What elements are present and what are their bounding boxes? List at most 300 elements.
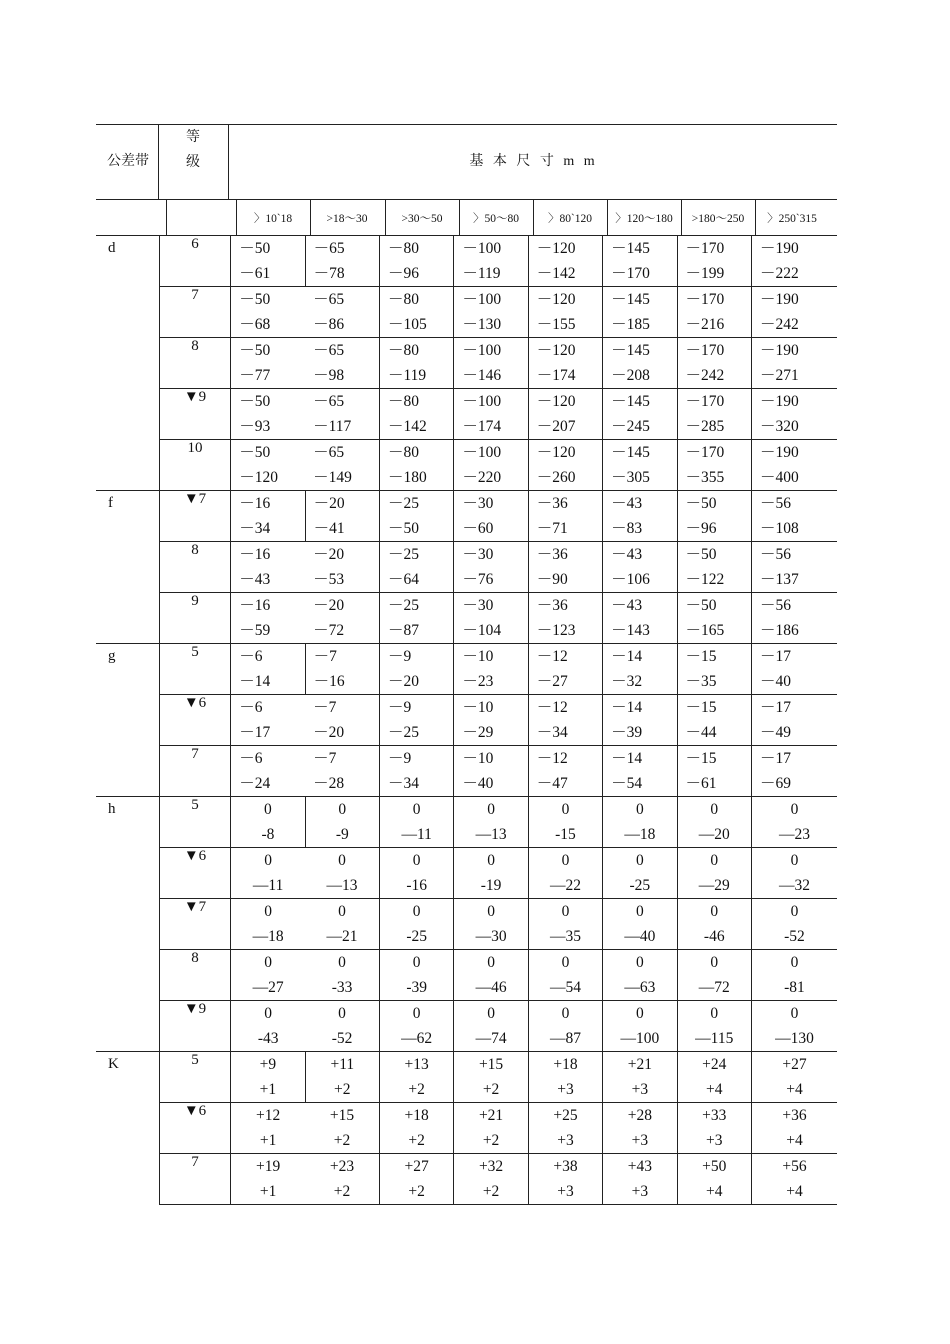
value-cell bbox=[677, 236, 751, 287]
value-cell bbox=[379, 950, 453, 1001]
lower-deviation: －61 bbox=[239, 265, 271, 282]
upper-deviation: －17 bbox=[759, 699, 791, 716]
value-cell bbox=[231, 1001, 305, 1052]
value-cell bbox=[751, 1052, 837, 1103]
value-cell bbox=[751, 797, 837, 848]
lower-deviation: －119 bbox=[462, 265, 501, 282]
lower-deviation: －285 bbox=[685, 418, 725, 435]
lower-deviation: －14 bbox=[239, 673, 271, 690]
upper-deviation: 0 bbox=[635, 1005, 644, 1022]
upper-deviation: 0 bbox=[264, 852, 273, 869]
lower-deviation: －50 bbox=[387, 520, 419, 537]
value-cell bbox=[379, 695, 453, 746]
lower-deviation: －108 bbox=[759, 520, 799, 537]
lower-deviation: －40 bbox=[759, 673, 791, 690]
lower-deviation: —11 bbox=[252, 877, 284, 894]
value-cell bbox=[603, 338, 677, 389]
band-label: g bbox=[108, 648, 116, 664]
value-cell bbox=[677, 287, 751, 338]
range-label-5: 〉120～180 bbox=[615, 213, 673, 225]
value-cell bbox=[231, 440, 305, 491]
value-cell bbox=[677, 389, 751, 440]
upper-deviation: +15 bbox=[478, 1056, 504, 1073]
upper-deviation: 0 bbox=[790, 954, 799, 971]
upper-deviation: －10 bbox=[462, 750, 494, 767]
value-cell bbox=[751, 644, 837, 695]
value-cell bbox=[528, 389, 602, 440]
upper-deviation: 0 bbox=[710, 903, 719, 920]
range-divider-1 bbox=[236, 199, 237, 236]
value-cell bbox=[751, 848, 837, 899]
value-cell bbox=[603, 1052, 677, 1103]
grade-cell: 7 bbox=[159, 746, 230, 797]
lower-deviation: -43 bbox=[257, 1030, 279, 1047]
value-cell bbox=[677, 1154, 751, 1205]
upper-deviation: －170 bbox=[685, 393, 725, 410]
value-cell bbox=[528, 440, 602, 491]
upper-deviation: －100 bbox=[462, 240, 502, 257]
value-cell bbox=[751, 440, 837, 491]
header-band-label: 公差带 bbox=[107, 154, 149, 169]
lower-deviation: －54 bbox=[611, 775, 643, 792]
lower-deviation: —13 bbox=[475, 826, 507, 843]
lower-deviation: +1 bbox=[259, 1183, 277, 1200]
tolerance-table-body bbox=[96, 235, 837, 1205]
value-cell bbox=[603, 389, 677, 440]
value-cell bbox=[231, 1103, 305, 1154]
lower-deviation: －40 bbox=[462, 775, 494, 792]
value-cell bbox=[231, 593, 305, 644]
value-cell bbox=[305, 1001, 379, 1052]
upper-deviation: －14 bbox=[611, 750, 643, 767]
value-cell bbox=[528, 1154, 602, 1205]
upper-deviation: 0 bbox=[487, 1005, 495, 1022]
lower-deviation: －72 bbox=[313, 622, 345, 639]
band-label: K bbox=[108, 1056, 119, 1072]
grade-cell: 7 bbox=[159, 1154, 230, 1205]
lower-deviation: －120 bbox=[239, 469, 278, 486]
value-cell bbox=[379, 1103, 453, 1154]
upper-deviation: －65 bbox=[313, 342, 345, 359]
value-cell bbox=[677, 1052, 751, 1103]
band-label: f bbox=[108, 495, 113, 511]
lower-deviation: —100 bbox=[620, 1030, 660, 1047]
lower-deviation: －245 bbox=[611, 418, 650, 435]
upper-deviation: 0 bbox=[790, 903, 799, 920]
lower-deviation: －96 bbox=[387, 265, 419, 282]
upper-deviation: －170 bbox=[685, 240, 725, 257]
table-row bbox=[96, 542, 837, 593]
upper-deviation: －25 bbox=[387, 546, 419, 563]
value-cell bbox=[528, 695, 602, 746]
upper-deviation: +24 bbox=[702, 1056, 727, 1073]
value-cell bbox=[379, 899, 453, 950]
grade-cell: 5 bbox=[159, 797, 230, 848]
lower-deviation: －122 bbox=[685, 571, 725, 588]
grade-cell: 9 bbox=[159, 593, 230, 644]
upper-deviation: 0 bbox=[412, 903, 421, 920]
lower-deviation: —87 bbox=[549, 1030, 581, 1047]
value-cell bbox=[305, 1154, 379, 1205]
upper-deviation: +18 bbox=[553, 1056, 578, 1073]
lower-deviation: —27 bbox=[252, 979, 284, 996]
upper-deviation: +27 bbox=[404, 1158, 429, 1175]
upper-deviation: －12 bbox=[536, 750, 568, 767]
lower-deviation: －76 bbox=[462, 571, 494, 588]
value-cell bbox=[305, 236, 379, 287]
lower-deviation: －49 bbox=[759, 724, 791, 741]
upper-deviation: 0 bbox=[487, 954, 495, 971]
upper-deviation: －43 bbox=[611, 597, 643, 614]
upper-deviation: +12 bbox=[256, 1107, 281, 1124]
lower-deviation: -16 bbox=[406, 877, 428, 894]
upper-deviation: －15 bbox=[685, 750, 717, 767]
grade-cell: ▼7 bbox=[159, 899, 230, 950]
lower-deviation: －185 bbox=[611, 316, 650, 333]
upper-deviation: －120 bbox=[536, 342, 576, 359]
upper-deviation: +36 bbox=[782, 1107, 807, 1124]
upper-deviation: －100 bbox=[462, 291, 502, 308]
lower-deviation: －117 bbox=[313, 418, 352, 435]
value-cell bbox=[677, 542, 751, 593]
lower-deviation: －137 bbox=[759, 571, 799, 588]
table-row bbox=[96, 1103, 837, 1154]
upper-deviation: －36 bbox=[536, 597, 568, 614]
value-cell bbox=[603, 899, 677, 950]
lower-deviation: －25 bbox=[387, 724, 419, 741]
lower-deviation: +2 bbox=[408, 1183, 425, 1200]
table-row bbox=[96, 1001, 837, 1052]
upper-deviation: 0 bbox=[264, 903, 273, 920]
upper-deviation: －120 bbox=[536, 240, 576, 257]
value-cell bbox=[528, 338, 602, 389]
lower-deviation: +2 bbox=[408, 1081, 425, 1098]
range-divider-8 bbox=[755, 199, 756, 236]
lower-deviation: －142 bbox=[387, 418, 427, 435]
lower-deviation: +2 bbox=[408, 1132, 425, 1149]
lower-deviation: －271 bbox=[759, 367, 799, 384]
lower-deviation: —13 bbox=[326, 877, 358, 894]
lower-deviation: －20 bbox=[387, 673, 419, 690]
lower-deviation: -15 bbox=[555, 826, 576, 843]
upper-deviation: +18 bbox=[404, 1107, 429, 1124]
value-cell bbox=[379, 236, 453, 287]
tolerance-table bbox=[96, 235, 837, 1205]
value-cell bbox=[751, 1154, 837, 1205]
lower-deviation: －174 bbox=[536, 367, 576, 384]
lower-deviation: －93 bbox=[239, 418, 271, 435]
range-divider-2 bbox=[310, 199, 311, 236]
upper-deviation: +56 bbox=[782, 1158, 807, 1175]
value-cell bbox=[603, 644, 677, 695]
value-cell bbox=[603, 797, 677, 848]
value-cell bbox=[379, 1052, 453, 1103]
value-cell bbox=[677, 644, 751, 695]
band-cell bbox=[96, 1052, 159, 1205]
value-cell bbox=[677, 1001, 751, 1052]
upper-deviation: －17 bbox=[759, 648, 791, 665]
value-cell bbox=[305, 389, 379, 440]
grade-cell: ▼9 bbox=[159, 1001, 230, 1052]
value-cell bbox=[231, 644, 305, 695]
value-cell bbox=[751, 1103, 837, 1154]
lower-deviation: －64 bbox=[387, 571, 419, 588]
upper-deviation: －30 bbox=[462, 546, 494, 563]
value-cell bbox=[305, 1103, 379, 1154]
lower-deviation: －47 bbox=[536, 775, 568, 792]
upper-deviation: 0 bbox=[710, 801, 719, 818]
lower-deviation: -46 bbox=[703, 928, 725, 945]
value-cell bbox=[454, 644, 528, 695]
upper-deviation: －170 bbox=[685, 342, 725, 359]
value-cell bbox=[454, 899, 528, 950]
upper-deviation: 0 bbox=[635, 801, 644, 818]
grade-cell: 10 bbox=[159, 440, 230, 491]
lower-deviation: -19 bbox=[480, 877, 502, 894]
value-cell bbox=[677, 695, 751, 746]
header-top-rule bbox=[96, 124, 837, 125]
table-row bbox=[96, 899, 837, 950]
upper-deviation: －80 bbox=[387, 342, 419, 359]
value-cell bbox=[454, 236, 528, 287]
lower-deviation: －78 bbox=[313, 265, 345, 282]
lower-deviation: —20 bbox=[698, 826, 730, 843]
lower-deviation: —63 bbox=[624, 979, 656, 996]
lower-deviation: —22 bbox=[549, 877, 581, 894]
upper-deviation: +27 bbox=[782, 1056, 807, 1073]
lower-deviation: －142 bbox=[536, 265, 576, 282]
value-cell bbox=[305, 593, 379, 644]
upper-deviation: －20 bbox=[313, 546, 345, 563]
lower-deviation: －98 bbox=[313, 367, 345, 384]
upper-deviation: －25 bbox=[387, 495, 419, 512]
value-cell bbox=[528, 950, 602, 1001]
value-cell bbox=[379, 338, 453, 389]
upper-deviation: －120 bbox=[536, 444, 576, 461]
grade-cell: 5 bbox=[159, 1052, 230, 1103]
value-cell bbox=[751, 338, 837, 389]
upper-deviation: +21 bbox=[478, 1107, 504, 1124]
upper-deviation: 0 bbox=[338, 852, 346, 869]
upper-deviation: －190 bbox=[759, 393, 799, 410]
range-divider-6 bbox=[607, 199, 608, 236]
lower-deviation: -52 bbox=[331, 1030, 353, 1047]
lower-deviation: －61 bbox=[685, 775, 717, 792]
upper-deviation: +11 bbox=[330, 1056, 355, 1073]
value-cell bbox=[454, 1001, 528, 1052]
upper-deviation: －190 bbox=[759, 444, 799, 461]
lower-deviation: －44 bbox=[685, 724, 717, 741]
upper-deviation: －16 bbox=[239, 597, 271, 614]
value-cell bbox=[528, 542, 602, 593]
upper-deviation: －190 bbox=[759, 291, 799, 308]
value-cell bbox=[231, 1052, 305, 1103]
value-cell bbox=[379, 1154, 453, 1205]
header-size-label: 基 本 尺 寸 m m bbox=[469, 154, 595, 169]
upper-deviation: +33 bbox=[702, 1107, 727, 1124]
table-row bbox=[96, 644, 837, 695]
value-cell bbox=[603, 1154, 677, 1205]
value-cell bbox=[603, 950, 677, 1001]
upper-deviation: －15 bbox=[685, 648, 717, 665]
value-cell bbox=[454, 695, 528, 746]
upper-deviation: －9 bbox=[387, 648, 412, 665]
value-cell bbox=[454, 287, 528, 338]
header-grade-label-top: 等 bbox=[186, 130, 200, 145]
grade-cell: ▼6 bbox=[159, 848, 230, 899]
upper-deviation: －190 bbox=[759, 342, 799, 359]
value-cell bbox=[305, 899, 379, 950]
lower-deviation: +3 bbox=[705, 1132, 723, 1149]
range-label-2: >30～50 bbox=[401, 213, 443, 225]
upper-deviation: +15 bbox=[329, 1107, 355, 1124]
upper-deviation: －36 bbox=[536, 495, 568, 512]
value-cell bbox=[528, 593, 602, 644]
lower-deviation: —40 bbox=[624, 928, 656, 945]
header-divider-band bbox=[158, 124, 159, 200]
upper-deviation: －50 bbox=[685, 597, 717, 614]
upper-deviation: －50 bbox=[239, 240, 271, 257]
grade-cell: ▼6 bbox=[159, 695, 230, 746]
lower-deviation: －27 bbox=[536, 673, 568, 690]
table-row bbox=[96, 1154, 837, 1205]
upper-deviation: +23 bbox=[329, 1158, 355, 1175]
value-cell bbox=[231, 236, 305, 287]
lower-deviation: －34 bbox=[387, 775, 419, 792]
lower-deviation: —72 bbox=[698, 979, 730, 996]
upper-deviation: 0 bbox=[487, 801, 495, 818]
value-cell bbox=[231, 746, 305, 797]
value-cell bbox=[528, 746, 602, 797]
value-cell bbox=[231, 1154, 305, 1205]
lower-deviation: －53 bbox=[313, 571, 345, 588]
lower-deviation: －130 bbox=[462, 316, 502, 333]
value-cell bbox=[454, 746, 528, 797]
lower-deviation: －143 bbox=[611, 622, 650, 639]
value-cell bbox=[751, 389, 837, 440]
upper-deviation: 0 bbox=[264, 801, 272, 818]
value-cell bbox=[231, 389, 305, 440]
upper-deviation: 0 bbox=[561, 852, 570, 869]
lower-deviation: －222 bbox=[759, 265, 799, 282]
value-cell bbox=[528, 1001, 602, 1052]
lower-deviation: +2 bbox=[333, 1183, 351, 1200]
band-cell bbox=[96, 491, 159, 644]
upper-deviation: －15 bbox=[685, 699, 717, 716]
header-divider-grade bbox=[228, 124, 229, 200]
lower-deviation: －20 bbox=[313, 724, 345, 741]
lower-deviation: －83 bbox=[611, 520, 643, 537]
lower-deviation: －220 bbox=[462, 469, 502, 486]
upper-deviation: －9 bbox=[387, 750, 412, 767]
lower-deviation: －35 bbox=[685, 673, 717, 690]
value-cell bbox=[751, 746, 837, 797]
value-cell bbox=[603, 542, 677, 593]
lower-deviation: +3 bbox=[631, 1183, 649, 1200]
value-cell bbox=[231, 950, 305, 1001]
upper-deviation: －50 bbox=[239, 393, 271, 410]
upper-deviation: 0 bbox=[710, 852, 719, 869]
range-label-0: 〉10`18 bbox=[253, 213, 293, 225]
lower-deviation: －29 bbox=[462, 724, 494, 741]
lower-deviation: －174 bbox=[462, 418, 502, 435]
lower-deviation: —23 bbox=[778, 826, 810, 843]
grade-cell: 7 bbox=[159, 287, 230, 338]
value-cell bbox=[305, 338, 379, 389]
upper-deviation: －50 bbox=[239, 444, 271, 461]
upper-deviation: －7 bbox=[313, 648, 337, 665]
value-cell bbox=[305, 950, 379, 1001]
lower-deviation: －260 bbox=[536, 469, 576, 486]
lower-deviation: －186 bbox=[759, 622, 799, 639]
table-row bbox=[96, 389, 837, 440]
upper-deviation: 0 bbox=[561, 954, 570, 971]
lower-deviation: －400 bbox=[759, 469, 799, 486]
lower-deviation: －180 bbox=[387, 469, 427, 486]
upper-deviation: －30 bbox=[462, 495, 494, 512]
upper-deviation: －65 bbox=[313, 393, 345, 410]
upper-deviation: 0 bbox=[338, 903, 346, 920]
upper-deviation: －100 bbox=[462, 444, 502, 461]
upper-deviation: －6 bbox=[239, 648, 263, 665]
value-cell bbox=[528, 287, 602, 338]
range-divider-4 bbox=[459, 199, 460, 236]
grade-cell: ▼7 bbox=[159, 491, 230, 542]
lower-deviation: －216 bbox=[685, 316, 725, 333]
value-cell bbox=[751, 695, 837, 746]
lower-deviation: －68 bbox=[239, 316, 271, 333]
value-cell bbox=[231, 287, 305, 338]
lower-deviation: —32 bbox=[778, 877, 810, 894]
lower-deviation: +2 bbox=[334, 1081, 351, 1098]
lower-deviation: +3 bbox=[631, 1081, 649, 1098]
lower-deviation: －146 bbox=[462, 367, 502, 384]
upper-deviation: －80 bbox=[387, 291, 419, 308]
upper-deviation: －43 bbox=[611, 546, 643, 563]
lower-deviation: －208 bbox=[611, 367, 650, 384]
value-cell bbox=[528, 644, 602, 695]
lower-deviation: +2 bbox=[333, 1132, 351, 1149]
lower-deviation: －41 bbox=[313, 520, 345, 537]
upper-deviation: －56 bbox=[759, 546, 791, 563]
value-cell bbox=[528, 899, 602, 950]
value-cell bbox=[379, 440, 453, 491]
value-cell bbox=[603, 848, 677, 899]
table-row bbox=[96, 236, 837, 287]
upper-deviation: －120 bbox=[536, 393, 576, 410]
lower-deviation: —130 bbox=[775, 1030, 814, 1047]
lower-deviation: +1 bbox=[259, 1081, 277, 1098]
upper-deviation: 0 bbox=[635, 852, 644, 869]
lower-deviation: －23 bbox=[462, 673, 494, 690]
upper-deviation: +32 bbox=[478, 1158, 504, 1175]
value-cell bbox=[677, 593, 751, 644]
upper-deviation: －20 bbox=[313, 597, 345, 614]
lower-deviation: －199 bbox=[685, 265, 725, 282]
value-cell bbox=[677, 950, 751, 1001]
value-cell bbox=[751, 950, 837, 1001]
lower-deviation: —46 bbox=[475, 979, 507, 996]
lower-deviation: -52 bbox=[784, 928, 805, 945]
lower-deviation: －106 bbox=[611, 571, 650, 588]
lower-deviation: －155 bbox=[536, 316, 576, 333]
range-divider-0 bbox=[166, 199, 167, 236]
lower-deviation: +4 bbox=[705, 1081, 723, 1098]
value-cell bbox=[677, 899, 751, 950]
lower-deviation: －119 bbox=[387, 367, 427, 384]
upper-deviation: 0 bbox=[412, 801, 421, 818]
lower-deviation: －32 bbox=[611, 673, 643, 690]
